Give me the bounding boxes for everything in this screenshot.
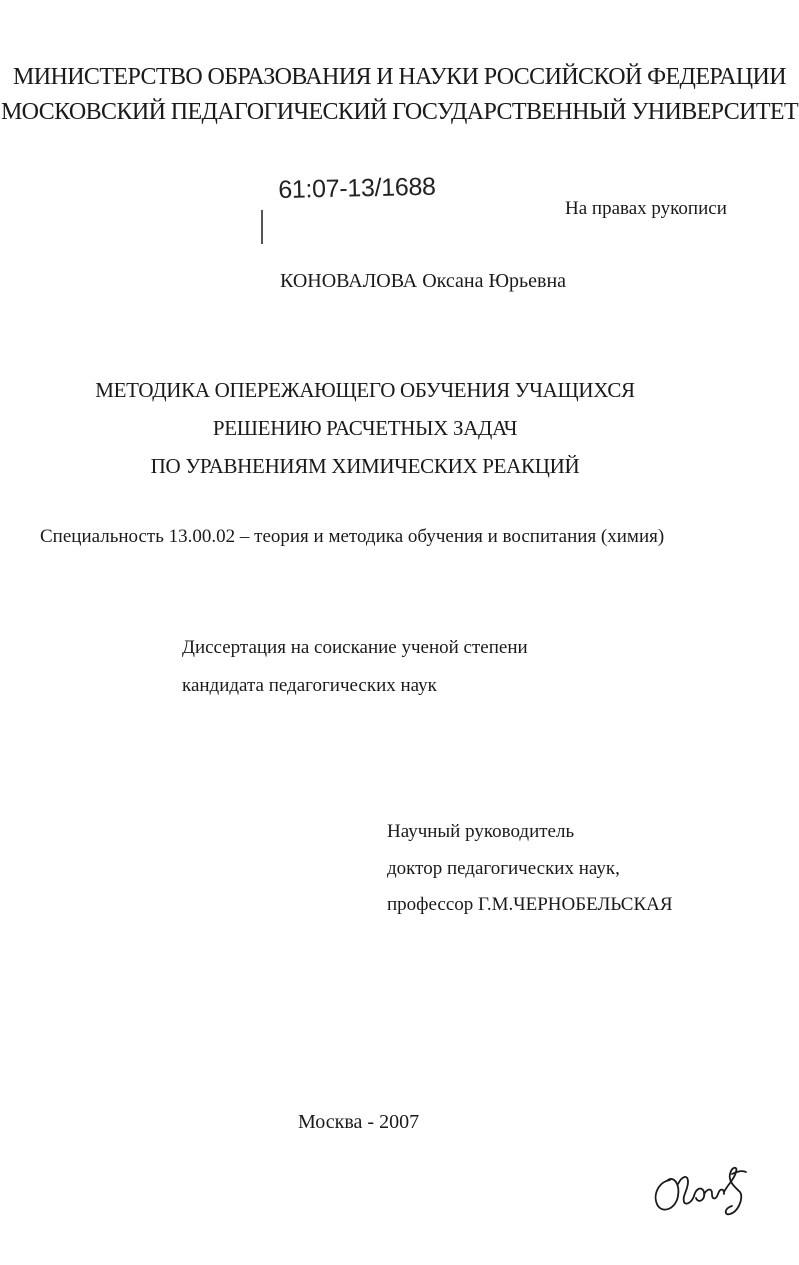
thesis-title-line-1: МЕТОДИКА ОПЕРЕЖАЮЩЕГО ОБУЧЕНИЯ УЧАЩИХСЯ [95,378,635,402]
author-name: КОНОВАЛОВА Оксана Юрьевна [280,270,567,292]
supervisor-label: Научный руководитель [387,821,575,842]
ministry-heading: МИНИСТЕРСТВО ОБРАЗОВАНИЯ И НАУКИ РОССИЙСКОЙ ФЕДЕРАЦИИ [13,64,786,90]
degree-line-2: кандидата педагогических наук [182,675,437,696]
thesis-title-line-3: ПО УРАВНЕНИЯМ ХИМИЧЕСКИХ РЕАКЦИЙ [150,454,580,478]
supervisor-degree: доктор педагогических наук, [387,858,620,879]
library-stamp-code: 61:07-13/1688 [278,172,436,204]
university-heading: МОСКОВСКИЙ ПЕДАГОГИЧЕСКИЙ ГОСУДАРСТВЕННЫЙ УНИВЕРСИТЕТ [0,99,799,125]
degree-line-1: Диссертация на соискание ученой степени [182,637,528,658]
specialty-line: Специальность 13.00.02 – теория и методика обучения и воспитания (химия) [40,526,665,547]
city-year: Москва - 2007 [298,1111,420,1133]
rights-notice: На правах рукописи [565,198,727,219]
stamp-mark-line [261,210,263,244]
handwritten-signature-icon [648,1162,758,1224]
thesis-title-line-2: РЕШЕНИЮ РАСЧЕТНЫХ ЗАДАЧ [212,416,518,440]
supervisor-name: профессор Г.М.ЧЕРНОБЕЛЬСКАЯ [387,894,673,915]
